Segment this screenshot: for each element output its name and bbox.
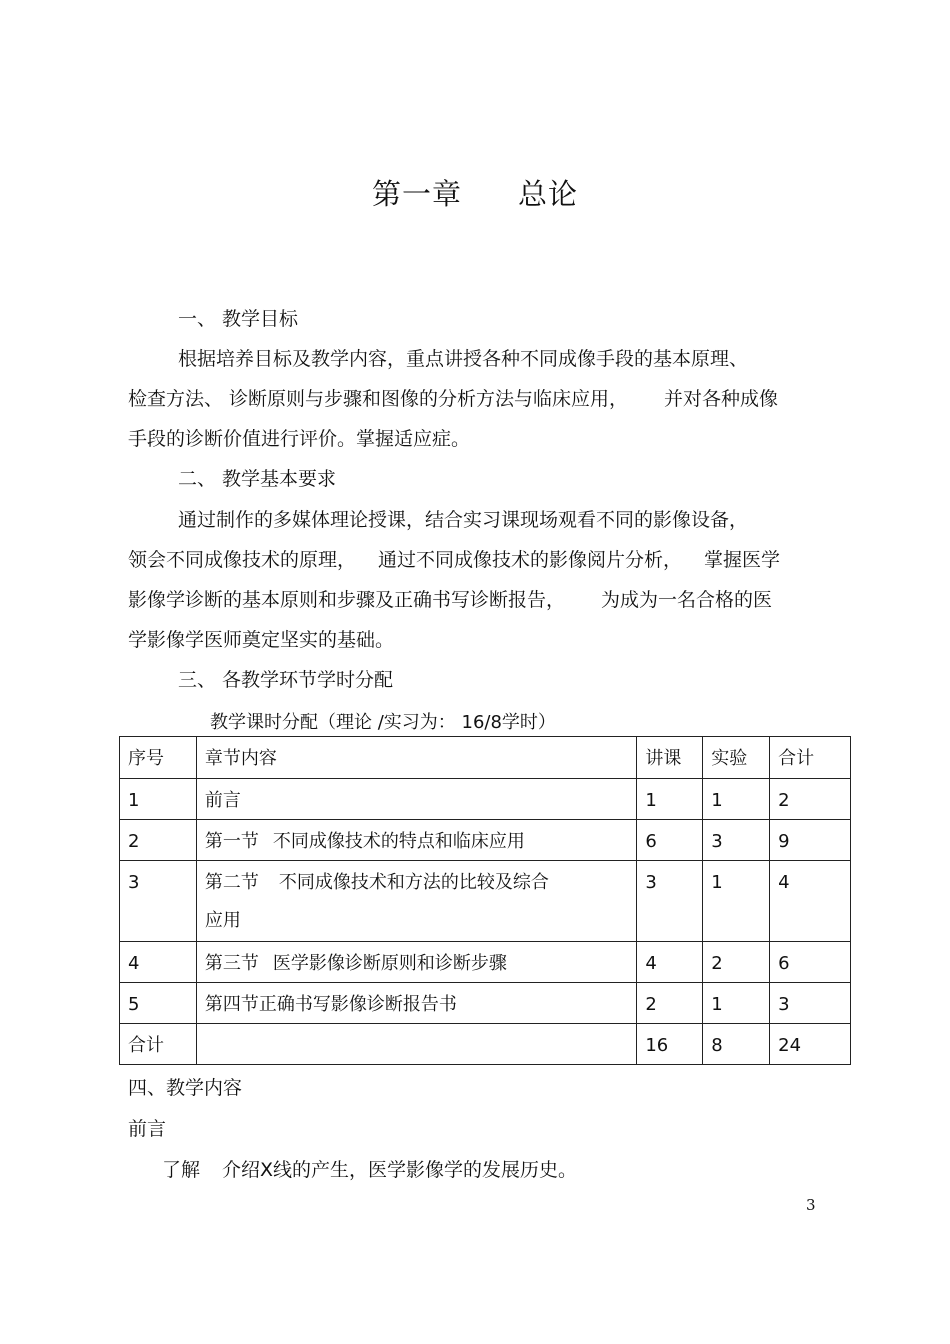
cell-sum-label: 合计 (120, 1024, 197, 1065)
cell-content: 第四节正确书写影像诊断报告书 (196, 983, 637, 1024)
cell-content (196, 942, 637, 983)
section-2-text-line-1: 通过制作的多媒体理论授课，结合实习课现场观看不同的影像设备， (178, 509, 749, 531)
cell-total: 2 (770, 779, 851, 820)
cell-lecture: 2 (637, 983, 703, 1024)
cell-total: 6 (770, 942, 851, 983)
preface-heading: 前言 (128, 1118, 167, 1140)
table-row (120, 820, 851, 861)
page-number: 3 (806, 1196, 816, 1214)
table-header-row (120, 737, 851, 779)
section-4-heading: 四、教学内容 (128, 1077, 243, 1099)
text-segment: 介绍X线的产生，医学影像学的发展历史。 (222, 1159, 578, 1181)
cell-total: 9 (770, 820, 851, 861)
section-1-text-line-2 (128, 387, 778, 411)
section-text: 不同成像技术的特点和临床应用 (272, 831, 525, 852)
text-segment: 通过不同成像技术的影像阅片分析， (378, 549, 683, 571)
section-2-text-line-3 (128, 588, 772, 612)
text-segment: 了解 (162, 1159, 201, 1181)
chapter-number: 第一章 (371, 177, 462, 211)
section-text: 医学影像诊断原则和诊断步骤 (272, 953, 507, 974)
cell-total: 3 (770, 983, 851, 1024)
cell-no: 3 (120, 861, 197, 942)
section-2-heading: 二、 教学基本要求 (178, 468, 337, 490)
section-2-text-line-2 (128, 548, 780, 572)
section-1-heading: 一、 教学目标 (178, 308, 299, 330)
table-sum-row (120, 1024, 851, 1065)
cell-lecture: 4 (637, 942, 703, 983)
section-1-text-line-1: 根据培养目标及教学内容，重点讲授各种不同成像手段的基本原理、 (178, 348, 749, 370)
cell-no: 2 (120, 820, 197, 861)
cell-lab: 1 (703, 779, 770, 820)
section-label: 第一节 (204, 831, 259, 852)
cell-content (196, 861, 637, 942)
cell-no: 4 (120, 942, 197, 983)
section-text: 不同成像技术和方法的比较及综合 (278, 872, 549, 893)
cell-lab: 1 (703, 861, 770, 942)
text-segment: 掌握医学 (704, 549, 781, 571)
cell-lecture: 3 (637, 861, 703, 942)
section-label: 第二节 (204, 872, 259, 893)
cell-content (196, 820, 637, 861)
preface-text (162, 1158, 577, 1182)
table-row (120, 983, 851, 1024)
text-segment: 领会不同成像技术的原理， (128, 549, 357, 571)
cell-lab: 8 (703, 1024, 770, 1065)
cell-no: 1 (120, 779, 197, 820)
cell-lab: 3 (703, 820, 770, 861)
header-cell-total: 合计 (770, 737, 851, 779)
section-label: 第三节 (204, 953, 259, 974)
text-segment: 检查方法、 诊断原则与步骤和图像的分析方法与临床应用， (128, 388, 629, 410)
cell-empty (196, 1024, 637, 1065)
text-segment: 影像学诊断的基本原则和步骤及正确书写诊断报告， (128, 589, 566, 611)
text-segment: 并对各种成像 (664, 388, 779, 410)
chapter-name: 总论 (518, 177, 579, 211)
cell-no: 5 (120, 983, 197, 1024)
cell-total: 24 (770, 1024, 851, 1065)
schedule-table (119, 736, 851, 1065)
cell-lab: 2 (703, 942, 770, 983)
cell-lecture: 1 (637, 779, 703, 820)
text-segment: 为成为一名合格的医 (601, 589, 773, 611)
header-cell-content: 章节内容 (196, 737, 637, 779)
section-3-heading: 三、 各教学环节学时分配 (178, 669, 394, 691)
cell-lab: 1 (703, 983, 770, 1024)
table-row (120, 942, 851, 983)
header-cell-lecture: 讲课 (637, 737, 703, 779)
cell-content: 前言 (196, 779, 637, 820)
header-cell-lab: 实验 (703, 737, 770, 779)
header-cell-no: 序号 (120, 737, 197, 779)
section-2-text-line-4: 学影像学医师奠定坚实的基础。 (128, 629, 395, 651)
cell-lecture: 6 (637, 820, 703, 861)
cell-total: 4 (770, 861, 851, 942)
table-row (120, 779, 851, 820)
table-caption: 教学课时分配（理论 /实习为： 16/8学时） (210, 712, 556, 733)
section-text-continued: 应用 (204, 910, 241, 931)
chapter-title (0, 172, 950, 213)
table-row (120, 861, 851, 942)
cell-lecture: 16 (637, 1024, 703, 1065)
section-1-text-line-3: 手段的诊断价值进行评价。掌握适应症。 (128, 428, 471, 450)
